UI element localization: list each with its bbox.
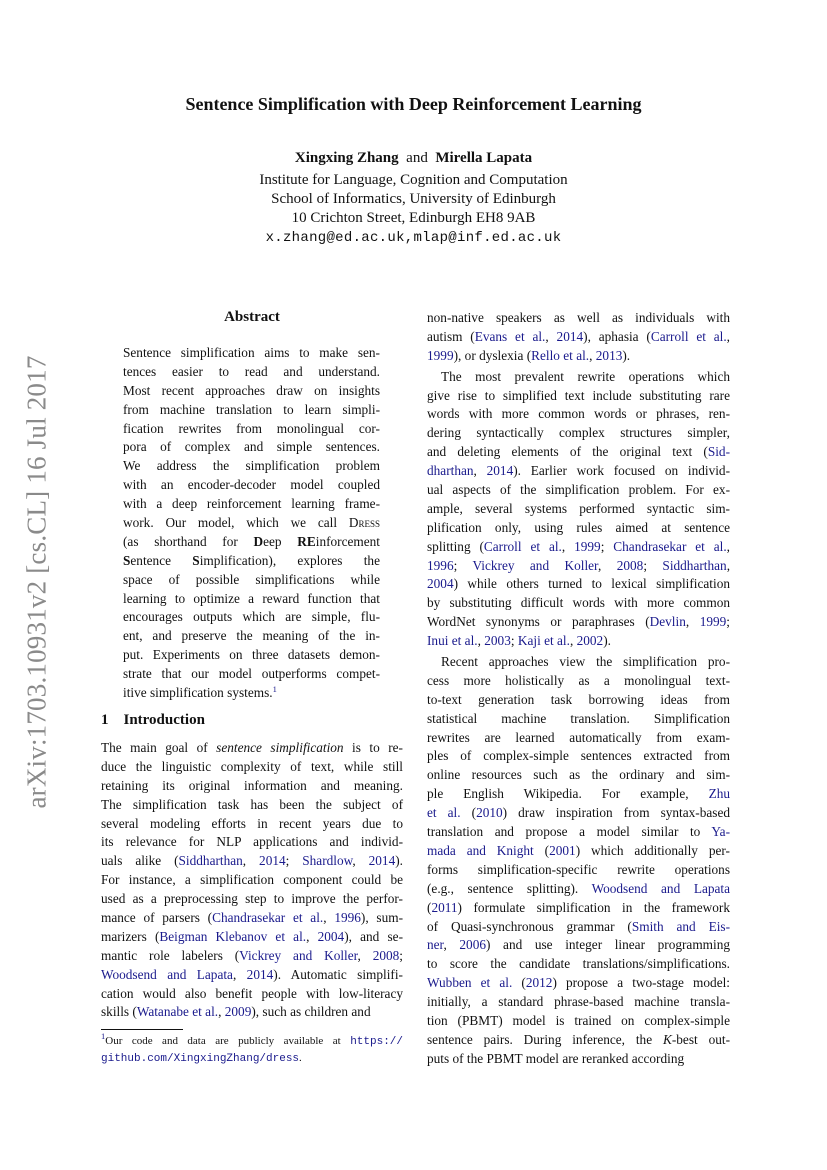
paragraph: [101, 1033, 403, 1067]
text-run: ) formulate simplification in the framework: [457, 899, 730, 915]
text-run: The main goal of: [101, 740, 217, 755]
text-run: by substituting difficult words with more common: [427, 595, 730, 611]
text-line: [101, 739, 403, 758]
text-line: [123, 590, 380, 609]
text-line: [123, 684, 380, 703]
bold-text: S: [123, 552, 131, 568]
text-run: ple English Wikipedia. For example,: [427, 786, 709, 802]
text-run: ) while others turned to lexical simplification: [453, 576, 730, 592]
text-line: [427, 747, 730, 766]
citation-link[interactable]: 1999: [427, 347, 454, 363]
text-run: ,: [242, 853, 260, 869]
text-line: [123, 476, 380, 495]
text-line: [101, 985, 403, 1004]
text-run: (: [427, 899, 432, 915]
text-run: ), such as children and: [251, 1004, 371, 1020]
text-run: inforcement: [315, 533, 380, 549]
citation-link[interactable]: Chandrasekar et al.: [212, 910, 324, 926]
author-conjunction: and: [406, 150, 428, 166]
text-run: sentence pairs. During inference, the: [427, 1031, 663, 1047]
text-run: ).: [603, 633, 611, 649]
text-line: [123, 495, 380, 514]
intro-left-column: [101, 739, 403, 1022]
text-run: marizers (: [101, 928, 160, 944]
text-run: put. Experiments on three datasets demon-: [123, 647, 380, 663]
text-run: Most recent approaches draw on insights: [123, 382, 380, 398]
text-line: [427, 575, 730, 594]
text-line: [427, 613, 730, 632]
text-line: [427, 462, 730, 481]
url-link[interactable]: https://: [350, 1036, 403, 1048]
text-line: [123, 420, 380, 439]
citation-link[interactable]: Kaji et al.: [517, 633, 570, 649]
citation-link[interactable]: Siddharthan: [662, 557, 727, 573]
text-run: (: [533, 842, 550, 858]
text-run: Recent approaches view the simplification pro-: [441, 654, 730, 670]
text-run: forms simplification-specific rewrite operations: [427, 861, 730, 877]
text-run: (: [512, 975, 526, 991]
text-run: ,: [569, 633, 577, 649]
abstract-body: [123, 344, 380, 703]
text-run: ,: [473, 463, 487, 479]
text-line: [427, 481, 730, 500]
text-run: cess more holistically as a monolingual text-: [427, 672, 730, 688]
text-line: [123, 533, 380, 552]
url-link[interactable]: github.com/XingxingZhang/dress: [101, 1053, 300, 1065]
text-line: [427, 804, 730, 823]
text-run: tences easier to read and understand.: [123, 363, 380, 379]
text-run: (: [460, 805, 477, 821]
citation-link[interactable]: 2004: [317, 928, 345, 944]
text-line: [123, 401, 380, 420]
text-line: [427, 443, 730, 462]
citation-link[interactable]: Vickrey and Koller: [472, 557, 598, 573]
text-line: [101, 796, 403, 815]
text-line: [101, 947, 403, 966]
paper-title: Sentence Simplification with Deep Reinforcement Learning: [185, 94, 642, 114]
text-run: ual aspects of the simplification problem. For ex-: [427, 482, 730, 498]
text-run: encourages outputs which are simple, flu-: [123, 609, 380, 625]
text-line: [427, 918, 730, 937]
text-run: plification only, using rules aimed at sentence: [427, 519, 730, 535]
footnote-marker[interactable]: 1: [272, 684, 277, 695]
text-line: [427, 955, 730, 974]
text-line: [427, 974, 730, 993]
text-run: ).: [622, 347, 631, 363]
citation-link[interactable]: Smith and Eis-: [631, 918, 730, 934]
citation-link[interactable]: 1996: [427, 557, 454, 573]
text-run: ,: [561, 538, 575, 554]
text-run: cation would also benefit people with low-literacy: [101, 985, 403, 1001]
citation-link[interactable]: 2010: [476, 805, 503, 821]
text-run: itive simplification systems.: [123, 685, 273, 701]
text-line: [427, 823, 730, 842]
text-run: is to re-: [343, 740, 403, 755]
text-line: [427, 653, 730, 672]
text-run: ,: [218, 1004, 225, 1020]
text-run: eep: [263, 533, 298, 549]
text-run: mantic role labelers (: [101, 947, 240, 963]
citation-link[interactable]: 1999: [574, 538, 601, 554]
citation-link[interactable]: Chandrasekar et al.: [613, 538, 727, 554]
text-run: ,: [685, 614, 700, 630]
text-run: used as a preprocessing step to improve the perfor-: [101, 891, 403, 907]
text-run: ;: [643, 557, 663, 573]
text-line: [101, 909, 403, 928]
citation-link[interactable]: et al.: [427, 805, 461, 821]
author-name: Mirella Lapata: [435, 150, 533, 166]
text-line: [427, 387, 730, 406]
text-line: [427, 500, 730, 519]
citation-link[interactable]: mada and Knight: [427, 842, 534, 858]
text-line: [427, 880, 730, 899]
text-run: uals alike (: [101, 853, 179, 869]
affiliation-line: Institute for Language, Cognition and Computation: [259, 172, 568, 188]
citation-link[interactable]: Siddharthan: [178, 853, 243, 869]
citation-link[interactable]: Shardlow: [302, 853, 353, 869]
text-run: (as shorthand for: [123, 533, 254, 549]
text-run: ent, and preserve the meaning of the in-: [123, 628, 380, 644]
citation-link[interactable]: Carroll et al.: [650, 328, 727, 344]
text-run: Sentence simplification aims to make sen-: [123, 345, 380, 360]
citation-link[interactable]: Inui et al.: [427, 633, 478, 649]
text-run: strate that our model outperforms compet-: [123, 666, 380, 682]
text-run: ,: [306, 928, 318, 944]
citation-link[interactable]: 2002: [576, 633, 604, 649]
paragraph: [427, 309, 730, 366]
citation-link[interactable]: 2011: [431, 899, 458, 915]
citation-link[interactable]: Beigman Klebanov et al.: [159, 928, 307, 944]
citation-link[interactable]: 2013: [595, 347, 623, 363]
citation-link[interactable]: Sid-: [707, 444, 730, 460]
footnote-marker[interactable]: 1: [101, 1031, 106, 1041]
text-run: ,: [352, 853, 369, 869]
text-run: with an encoder-decoder model coupled: [123, 477, 380, 493]
text-run: ;: [600, 538, 614, 554]
text-run: splitting (: [427, 538, 484, 554]
text-run: fication rewrites from monolingual cor-: [123, 420, 380, 436]
text-run: -best out-: [671, 1031, 730, 1047]
author-name: Xingxing Zhang: [294, 150, 399, 166]
citation-link[interactable]: Ya-: [711, 824, 730, 840]
text-line: [427, 729, 730, 748]
citation-link[interactable]: 2001: [549, 842, 576, 858]
text-run: ples of complex-simple sentences extracted from: [427, 748, 730, 764]
text-run: ) propose a two-stage model:: [552, 975, 730, 991]
citation-link[interactable]: Carroll et al.: [483, 538, 562, 554]
citation-link[interactable]: Evans et al.: [474, 328, 546, 344]
text-line: [427, 594, 730, 613]
citation-link[interactable]: 2008: [616, 557, 644, 573]
text-line: [101, 852, 403, 871]
text-line: [427, 691, 730, 710]
text-line: [101, 890, 403, 909]
text-line: [101, 966, 403, 985]
text-run: online resources such as the ordinary and sim-: [427, 767, 730, 783]
section-heading-introduction: [101, 712, 205, 729]
text-run: ,: [726, 538, 730, 554]
text-line: [123, 646, 380, 665]
text-run: space of possible simplifications while: [123, 571, 380, 587]
text-line: [101, 1003, 403, 1022]
citation-link[interactable]: Watanabe et al.: [136, 1004, 219, 1020]
citation-link[interactable]: Zhu: [708, 786, 730, 802]
text-line: [427, 861, 730, 880]
text-run: ,: [589, 347, 596, 363]
citation-link[interactable]: dharthan: [427, 463, 474, 479]
text-line: [427, 405, 730, 424]
text-line: [427, 368, 730, 387]
text-line: [101, 758, 403, 777]
text-run: retaining its original information and meaning.: [101, 777, 403, 793]
text-run: ,: [545, 328, 557, 344]
citation-link[interactable]: 2014: [246, 966, 274, 982]
citation-link[interactable]: Rello et al.: [531, 347, 590, 363]
abstract-heading: Abstract: [224, 309, 280, 325]
text-run: .: [299, 1052, 302, 1064]
text-run: entence: [130, 552, 193, 568]
text-run: ample, several systems performed syntactic sim-: [427, 500, 730, 516]
citation-link[interactable]: 2006: [459, 937, 486, 953]
text-line: [427, 538, 730, 557]
text-run: dering syntactically complex structures simpler,: [427, 425, 730, 441]
text-run: ,: [323, 910, 335, 926]
text-run: skills (: [101, 1004, 137, 1020]
italic-text: K: [662, 1031, 672, 1047]
bold-text: RE: [297, 533, 316, 549]
text-run: The simplification task has been the subject of: [101, 796, 403, 812]
text-line: [101, 815, 403, 834]
intro-right-column: [427, 309, 730, 1069]
text-run: ;: [453, 557, 473, 573]
text-line: [427, 785, 730, 804]
text-line: [427, 672, 730, 691]
text-line: [101, 1050, 403, 1067]
text-run: duce the linguistic complexity of text, while still: [101, 758, 403, 774]
text-run: from machine translation to learn simpli-: [123, 401, 380, 417]
text-line: [427, 899, 730, 918]
text-run: For instance, a simplification component could be: [101, 872, 403, 888]
text-run: ;: [510, 633, 518, 649]
text-line: [427, 424, 730, 443]
text-run: non-native speakers as well as individuals with: [427, 310, 730, 325]
text-run: work. Our model, which we call: [123, 515, 349, 531]
text-run: and deleting elements of the original text (: [427, 444, 708, 460]
text-run: initially, a standard phrase-based machine transla-: [427, 994, 730, 1010]
text-run: ,: [443, 937, 460, 953]
text-line: [427, 1031, 730, 1050]
citation-link[interactable]: 2014: [259, 853, 286, 869]
text-run: ) which additionally per-: [575, 842, 730, 858]
text-run: ). Earlier work focused on individ-: [513, 463, 731, 479]
text-run: words with more common words or phrases, ren-: [427, 406, 730, 422]
footnote: [101, 1033, 403, 1067]
paragraph: [427, 653, 730, 1069]
text-line: [123, 363, 380, 382]
affiliation-line: 10 Crichton Street, Edinburgh EH8 9AB: [291, 210, 536, 226]
text-run: ;: [399, 947, 403, 963]
text-line: [101, 1033, 403, 1050]
text-line: [427, 710, 730, 729]
text-line: [427, 309, 730, 328]
citation-link[interactable]: Vickrey and Koller: [239, 947, 358, 963]
author-emails: x.zhang@ed.ac.uk,mlap@inf.ed.ac.uk: [265, 230, 562, 246]
model-name: Dress: [348, 515, 380, 531]
text-run: ,: [726, 328, 730, 344]
text-run: ,: [477, 633, 485, 649]
citation-link[interactable]: 2008: [372, 947, 400, 963]
text-run: to score the candidate translations/simplifications.: [427, 956, 730, 972]
text-run: to-text generation task borrowing ideas from: [427, 691, 730, 707]
text-run: ), or dyslexia (: [453, 347, 532, 363]
bold-text: D: [253, 533, 264, 549]
text-run: rewrites are learned automatically from exam-: [427, 729, 730, 745]
text-run: ).: [395, 853, 403, 869]
text-line: [123, 608, 380, 627]
text-run: give rise to simplified text include substituting rare: [427, 387, 730, 403]
text-line: [427, 328, 730, 347]
text-line: [123, 457, 380, 476]
citation-link[interactable]: 1999: [699, 614, 727, 630]
paragraph: [101, 739, 403, 1022]
text-run: ), aphasia (: [583, 328, 651, 344]
text-run: pora of complex and simple sentences.: [123, 439, 380, 455]
text-run: ;: [726, 614, 730, 630]
citation-link[interactable]: 1996: [334, 910, 361, 926]
text-line: [427, 347, 730, 366]
text-line: [123, 571, 380, 590]
text-run: ,: [726, 557, 731, 573]
text-line: [123, 438, 380, 457]
text-line: [427, 519, 730, 538]
citation-link[interactable]: Wubben et al.: [427, 975, 513, 991]
text-line: [101, 777, 403, 796]
text-line: [101, 928, 403, 947]
arxiv-stamp: arXiv:1703.10931v2 [cs.CL] 16 Jul 2017: [21, 355, 52, 809]
text-line: [123, 627, 380, 646]
text-run: The most prevalent rewrite operations which: [441, 368, 730, 384]
citation-link[interactable]: 2014: [368, 853, 396, 869]
citation-link[interactable]: 2014: [486, 463, 514, 479]
citation-link[interactable]: ner: [427, 937, 444, 953]
section-title: Introduction: [123, 712, 205, 728]
text-run: (e.g., sentence splitting).: [427, 880, 592, 896]
text-run: translation and propose a model similar to: [427, 824, 712, 840]
text-run: ,: [597, 557, 617, 573]
text-run: ) draw inspiration from syntax-based: [502, 805, 730, 821]
text-run: with a deep reinforcement learning frame-: [123, 496, 380, 512]
text-line: [123, 665, 380, 684]
bold-text: S: [192, 552, 200, 568]
text-run: of Quasi-synchronous grammar (: [427, 918, 632, 934]
citation-link[interactable]: Devlin: [649, 614, 686, 630]
section-number: 1: [101, 712, 109, 728]
citation-link[interactable]: 2004: [427, 576, 454, 592]
text-run: ), sum-: [360, 910, 404, 926]
citation-link[interactable]: Woodsend and Lapata: [591, 880, 730, 896]
text-line: [101, 833, 403, 852]
text-run: ;: [285, 853, 303, 869]
text-run: autism (: [427, 328, 475, 344]
text-line: [123, 382, 380, 401]
text-line: [427, 993, 730, 1012]
affiliation-line: School of Informatics, University of Edinburgh: [271, 191, 556, 207]
text-run: tion (PBMT) model is trained on complex-simple: [427, 1012, 730, 1028]
text-line: [427, 632, 730, 651]
text-run: We address the simplification problem: [123, 458, 380, 474]
citation-link[interactable]: Woodsend and Lapata: [101, 966, 233, 982]
text-run: puts of the PBMT model are reranked according: [427, 1050, 685, 1066]
text-run: implification), explores the: [199, 552, 380, 568]
text-run: ,: [357, 947, 373, 963]
text-line: [427, 1012, 730, 1031]
text-run: ,: [232, 966, 247, 982]
text-line: [427, 557, 730, 576]
paragraph: [427, 368, 730, 651]
text-run: several modeling efforts in recent years due to: [101, 815, 403, 831]
citation-link[interactable]: 2012: [525, 975, 553, 991]
text-line: [101, 871, 403, 890]
italic-text: sentence simplification: [216, 740, 344, 755]
text-run: mance of parsers (: [101, 910, 213, 926]
citation-link[interactable]: 2009: [224, 1004, 252, 1020]
text-run: its relevance for NLP applications and individ-: [101, 834, 403, 850]
text-line: [123, 344, 380, 363]
text-line: [427, 766, 730, 785]
citation-link[interactable]: 2003: [484, 633, 511, 649]
text-run: ) and use integer linear programming: [486, 937, 730, 953]
paragraph: [123, 344, 380, 703]
text-line: [427, 1050, 730, 1069]
text-line: [123, 552, 380, 571]
citation-link[interactable]: 2014: [556, 328, 584, 344]
text-run: statistical machine translation. Simplification: [427, 710, 730, 726]
authors: [0, 150, 827, 167]
text-run: ), and se-: [344, 928, 403, 944]
text-run: learning to optimize a reward function that: [123, 590, 380, 606]
text-line: [427, 936, 730, 955]
text-run: WordNet synonyms or paraphrases (: [427, 614, 650, 630]
text-run: ). Automatic simplifi-: [273, 966, 403, 982]
footnote-rule: [101, 1029, 183, 1030]
text-line: [123, 514, 380, 533]
text-line: [427, 842, 730, 861]
text-run: Our code and data are publicly available at: [105, 1035, 351, 1047]
